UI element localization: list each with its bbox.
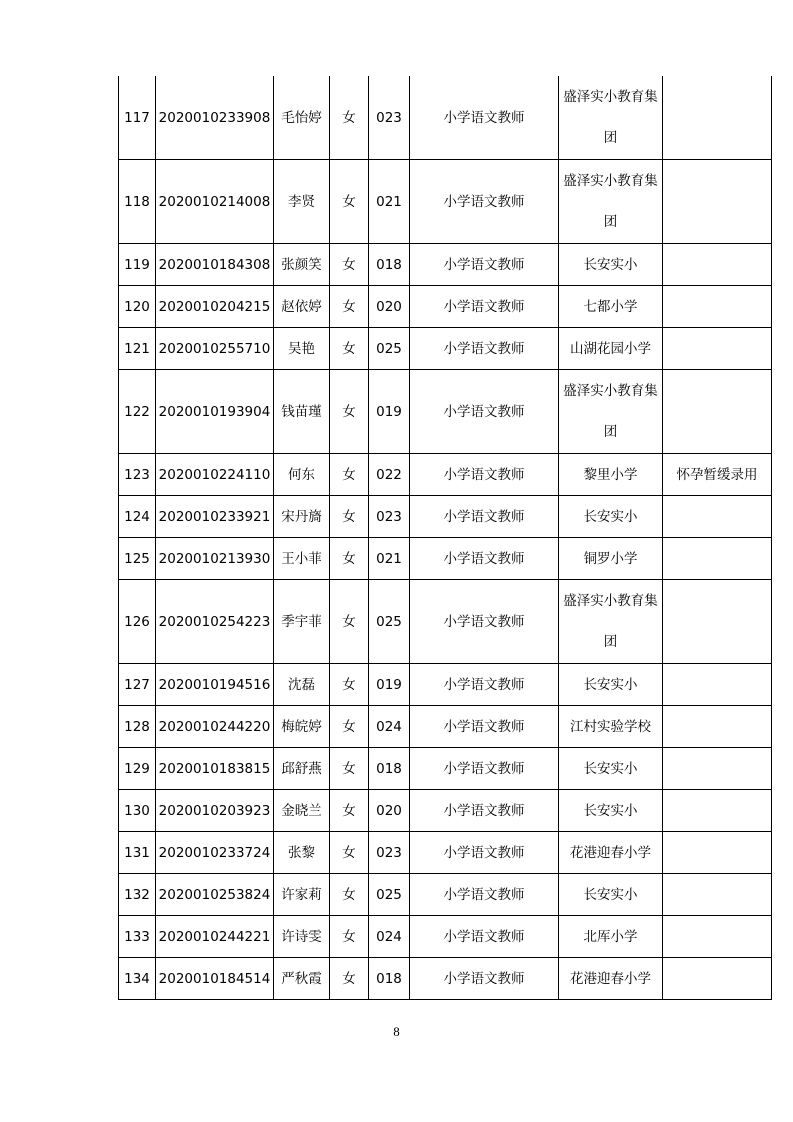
exam-id: 2020010254223 bbox=[156, 580, 274, 664]
gender: 女 bbox=[330, 706, 369, 748]
position-name: 小学语文教师 bbox=[410, 538, 559, 580]
assigned-school-text: 盛泽实小教育集团 bbox=[563, 382, 658, 440]
candidate-name: 严秋霞 bbox=[274, 958, 330, 1000]
position-code: 020 bbox=[369, 790, 410, 832]
candidate-name: 许家莉 bbox=[274, 874, 330, 916]
table-row bbox=[119, 874, 772, 916]
position-name: 小学语文教师 bbox=[410, 832, 559, 874]
gender: 女 bbox=[330, 748, 369, 790]
row-number: 123 bbox=[119, 454, 156, 496]
remark bbox=[663, 874, 772, 916]
row-number: 132 bbox=[119, 874, 156, 916]
gender: 女 bbox=[330, 790, 369, 832]
position-name: 小学语文教师 bbox=[410, 790, 559, 832]
position-code: 025 bbox=[369, 328, 410, 370]
row-number: 133 bbox=[119, 916, 156, 958]
position-name: 小学语文教师 bbox=[410, 328, 559, 370]
assigned-school bbox=[559, 370, 663, 454]
assigned-school: 黎里小学 bbox=[559, 454, 663, 496]
exam-id: 2020010244220 bbox=[156, 706, 274, 748]
table-row bbox=[119, 286, 772, 328]
position-name: 小学语文教师 bbox=[410, 874, 559, 916]
row-number: 125 bbox=[119, 538, 156, 580]
row-number: 117 bbox=[119, 76, 156, 160]
remark bbox=[663, 538, 772, 580]
candidate-name: 沈磊 bbox=[274, 664, 330, 706]
position-code: 018 bbox=[369, 958, 410, 1000]
position-code: 025 bbox=[369, 874, 410, 916]
exam-id: 2020010233921 bbox=[156, 496, 274, 538]
table-row bbox=[119, 370, 772, 454]
row-number: 118 bbox=[119, 160, 156, 244]
position-code: 024 bbox=[369, 916, 410, 958]
gender: 女 bbox=[330, 580, 369, 664]
row-number: 121 bbox=[119, 328, 156, 370]
position-code: 019 bbox=[369, 370, 410, 454]
candidate-name: 许诗雯 bbox=[274, 916, 330, 958]
row-number: 131 bbox=[119, 832, 156, 874]
assigned-school: 七都小学 bbox=[559, 286, 663, 328]
table-row bbox=[119, 538, 772, 580]
position-code: 020 bbox=[369, 286, 410, 328]
position-name: 小学语文教师 bbox=[410, 706, 559, 748]
assigned-school: 长安实小 bbox=[559, 790, 663, 832]
position-name: 小学语文教师 bbox=[410, 916, 559, 958]
gender: 女 bbox=[330, 244, 369, 286]
assigned-school-text: 盛泽实小教育集团 bbox=[563, 88, 658, 146]
gender: 女 bbox=[330, 328, 369, 370]
table-row bbox=[119, 664, 772, 706]
exam-id: 2020010184514 bbox=[156, 958, 274, 1000]
exam-id: 2020010203923 bbox=[156, 790, 274, 832]
remark bbox=[663, 328, 772, 370]
remark bbox=[663, 664, 772, 706]
position-name: 小学语文教师 bbox=[410, 496, 559, 538]
remark bbox=[663, 496, 772, 538]
remark bbox=[663, 958, 772, 1000]
position-code: 019 bbox=[369, 664, 410, 706]
position-code: 023 bbox=[369, 496, 410, 538]
roster-body bbox=[119, 76, 772, 1000]
remark: 怀孕暂缓录用 bbox=[663, 454, 772, 496]
candidate-name: 季宇菲 bbox=[274, 580, 330, 664]
exam-id: 2020010214008 bbox=[156, 160, 274, 244]
gender: 女 bbox=[330, 832, 369, 874]
exam-id: 2020010204215 bbox=[156, 286, 274, 328]
table-row bbox=[119, 748, 772, 790]
position-code: 023 bbox=[369, 832, 410, 874]
exam-id: 2020010255710 bbox=[156, 328, 274, 370]
candidate-name: 张颜笑 bbox=[274, 244, 330, 286]
gender: 女 bbox=[330, 496, 369, 538]
gender: 女 bbox=[330, 874, 369, 916]
assigned-school: 长安实小 bbox=[559, 874, 663, 916]
position-code: 018 bbox=[369, 748, 410, 790]
gender: 女 bbox=[330, 916, 369, 958]
exam-id: 2020010253824 bbox=[156, 874, 274, 916]
position-code: 024 bbox=[369, 706, 410, 748]
assigned-school: 花港迎春小学 bbox=[559, 958, 663, 1000]
gender: 女 bbox=[330, 286, 369, 328]
table-row bbox=[119, 76, 772, 160]
assigned-school bbox=[559, 160, 663, 244]
exam-id: 2020010213930 bbox=[156, 538, 274, 580]
page-number: 8 bbox=[393, 1024, 400, 1039]
gender: 女 bbox=[330, 454, 369, 496]
assigned-school: 长安实小 bbox=[559, 664, 663, 706]
row-number: 129 bbox=[119, 748, 156, 790]
position-name: 小学语文教师 bbox=[410, 580, 559, 664]
position-code: 021 bbox=[369, 538, 410, 580]
candidate-name: 梅皖婷 bbox=[274, 706, 330, 748]
assigned-school: 长安实小 bbox=[559, 496, 663, 538]
table-row bbox=[119, 160, 772, 244]
candidate-name: 何东 bbox=[274, 454, 330, 496]
remark bbox=[663, 580, 772, 664]
candidate-name: 金晓兰 bbox=[274, 790, 330, 832]
remark bbox=[663, 244, 772, 286]
position-code: 021 bbox=[369, 160, 410, 244]
remark bbox=[663, 160, 772, 244]
exam-id: 2020010224110 bbox=[156, 454, 274, 496]
row-number: 126 bbox=[119, 580, 156, 664]
exam-id: 2020010233724 bbox=[156, 832, 274, 874]
table-row bbox=[119, 790, 772, 832]
position-name: 小学语文教师 bbox=[410, 76, 559, 160]
exam-id: 2020010233908 bbox=[156, 76, 274, 160]
remark bbox=[663, 370, 772, 454]
remark bbox=[663, 76, 772, 160]
row-number: 120 bbox=[119, 286, 156, 328]
position-code: 022 bbox=[369, 454, 410, 496]
assigned-school-text: 盛泽实小教育集团 bbox=[563, 172, 658, 230]
table-row bbox=[119, 958, 772, 1000]
row-number: 122 bbox=[119, 370, 156, 454]
position-name: 小学语文教师 bbox=[410, 244, 559, 286]
position-name: 小学语文教师 bbox=[410, 286, 559, 328]
candidate-name: 赵依婷 bbox=[274, 286, 330, 328]
position-name: 小学语文教师 bbox=[410, 958, 559, 1000]
remark bbox=[663, 790, 772, 832]
position-code: 018 bbox=[369, 244, 410, 286]
assigned-school bbox=[559, 580, 663, 664]
candidate-name: 宋丹旖 bbox=[274, 496, 330, 538]
remark bbox=[663, 916, 772, 958]
position-name: 小学语文教师 bbox=[410, 370, 559, 454]
exam-id: 2020010184308 bbox=[156, 244, 274, 286]
roster-table bbox=[118, 76, 772, 1000]
position-name: 小学语文教师 bbox=[410, 160, 559, 244]
exam-id: 2020010193904 bbox=[156, 370, 274, 454]
assigned-school: 铜罗小学 bbox=[559, 538, 663, 580]
row-number: 128 bbox=[119, 706, 156, 748]
exam-id: 2020010183815 bbox=[156, 748, 274, 790]
assigned-school: 长安实小 bbox=[559, 748, 663, 790]
table-row bbox=[119, 328, 772, 370]
table-row bbox=[119, 916, 772, 958]
row-number: 124 bbox=[119, 496, 156, 538]
gender: 女 bbox=[330, 160, 369, 244]
gender: 女 bbox=[330, 538, 369, 580]
gender: 女 bbox=[330, 76, 369, 160]
position-name: 小学语文教师 bbox=[410, 454, 559, 496]
table-row bbox=[119, 454, 772, 496]
candidate-name: 吴艳 bbox=[274, 328, 330, 370]
position-code: 025 bbox=[369, 580, 410, 664]
table-row bbox=[119, 706, 772, 748]
assigned-school: 江村实验学校 bbox=[559, 706, 663, 748]
candidate-name: 张黎 bbox=[274, 832, 330, 874]
remark bbox=[663, 748, 772, 790]
assigned-school bbox=[559, 76, 663, 160]
assigned-school: 长安实小 bbox=[559, 244, 663, 286]
assigned-school: 山湖花园小学 bbox=[559, 328, 663, 370]
row-number: 127 bbox=[119, 664, 156, 706]
table-row bbox=[119, 580, 772, 664]
candidate-name: 李贤 bbox=[274, 160, 330, 244]
row-number: 119 bbox=[119, 244, 156, 286]
assigned-school-text: 盛泽实小教育集团 bbox=[563, 592, 658, 650]
candidate-name: 王小菲 bbox=[274, 538, 330, 580]
assigned-school: 北厍小学 bbox=[559, 916, 663, 958]
candidate-name: 毛怡婷 bbox=[274, 76, 330, 160]
table-row bbox=[119, 832, 772, 874]
exam-id: 2020010194516 bbox=[156, 664, 274, 706]
candidate-name: 钱苗瑾 bbox=[274, 370, 330, 454]
table-row bbox=[119, 496, 772, 538]
remark bbox=[663, 832, 772, 874]
gender: 女 bbox=[330, 664, 369, 706]
position-name: 小学语文教师 bbox=[410, 664, 559, 706]
gender: 女 bbox=[330, 370, 369, 454]
gender: 女 bbox=[330, 958, 369, 1000]
remark bbox=[663, 706, 772, 748]
assigned-school: 花港迎春小学 bbox=[559, 832, 663, 874]
position-name: 小学语文教师 bbox=[410, 748, 559, 790]
row-number: 130 bbox=[119, 790, 156, 832]
position-code: 023 bbox=[369, 76, 410, 160]
table-row bbox=[119, 244, 772, 286]
row-number: 134 bbox=[119, 958, 156, 1000]
remark bbox=[663, 286, 772, 328]
candidate-name: 邱舒燕 bbox=[274, 748, 330, 790]
exam-id: 2020010244221 bbox=[156, 916, 274, 958]
